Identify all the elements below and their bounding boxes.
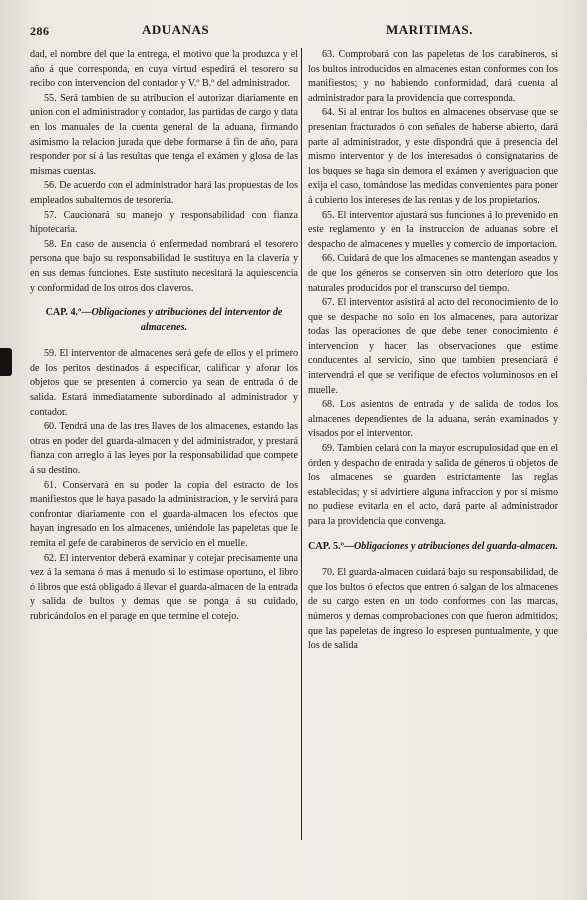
paragraph-continuation: dad, el nombre del que la entrega, el motivo que la produzca y el año á que corresponda, en cuya virtud espedirá el tesorero su recibo con intervencion del contador y V.º B.º del administrador. [30,49,298,90]
article-paragraph: 68. Los asientos de entrada y de salida de todos los almacenes dependientes de la aduana, serán examinados y visados por el interventor. [308,399,558,440]
article-paragraph: 57. Caucionará su manejo y responsabilidad con fianza hipotecaria. [30,209,298,236]
chapter-title: Obligaciones y atribuciones del guarda-almacen. [354,540,558,552]
chapter-title: Obligaciones y atribuciones del interventor de almacenes. [91,307,283,333]
left-column [30,48,298,625]
article-paragraph: 56. De acuerdo con el administrador hará las propuestas de los empleados subalternos de tesorería. [30,180,298,206]
article-paragraph: 69. Tambien celará con la mayor escrupulosidad que en el órden y despacho de entrada y salida de géneros ú objetos de los almacenes se guarden estrictamente las reglas establecidas; y si advirtiere alguna infraccion y por sí mismo no pudiese evitarla en el acto, dará parte al administrador para la providencia que convenga. [308,443,558,527]
article-paragraph: 65. El interventor ajustará sus funciones á lo prevenido en este reglamento y en la instruccion de aduanas sobre el despacho de almacenes y muelles y comercio de importacion. [308,209,558,250]
chapter-label: CAP. 4.º— [45,307,92,319]
article-paragraph: 61. Conservará en su poder la copia del estracto de los manifiestos que le haya pasado la administracion, y le servirá para confrontar diariamente con el guarda-almacen los efectos que hayan ingresado en los almacenes, uniéndole las papeletas que le remita el gefe de carabineros de servicio en el muelle. [30,479,298,549]
article-paragraph: 67. El interventor asistirá al acto del reconocimiento de lo que se despache no solo en los almacenes, para autorizar todas las operaciones de que debe tener conocimiento é intervencion y hacer las observaciones que estime conducentes al servicio, sino que tambien presenciará é intervendrá el que se verifique de efectos voluminosos en el muelle. [308,297,558,396]
right-column [308,48,558,654]
running-title-right: MARITIMAS. [386,22,473,37]
chapter-heading [30,306,298,335]
binding-mark [0,348,12,376]
article-paragraph: 59. El interventor de almacenes será gefe de ellos y el primero de los peritos destinados á especificar, calificar y aforar los objetos que se presenten á comercio ya sean de entrada ó de salida. Estará inmediatamente subordinado al administrador y contador. [30,348,298,418]
article-paragraph: 66. Cuidará de que los almacenes se mantengan aseados y de que los géneros se conserven sin otro deterioro que los naturales producidos por el transcurso del tiempo. [308,253,558,294]
article-paragraph: 55. Será tambien de su atribucion el autorizar diariamente en union con el administrador y contador, las partidas de cargo y data en los manuales de la cuenta general de la aduana, firmando asimismo la relacion jurada que debe formarse á fin de año, para responder por sí á las resultas que tenga el exámen y glosa de las mismas cuentas. [30,92,298,177]
article-paragraph: 64. Si al entrar los bultos en almacenes observase que se presentan fracturados ó con señales de haberse abierto, dará parte al administrador, y este dispondrá que á presencia del mismo interventor y de los interesados ó consignatarios de los buques se haga sin demora el exámen y averiguacion que exija el caso, tomándose las medidas convenientes para poner á cubierto los intereses de las rentas y de los propietarios. [308,107,558,206]
article-paragraph: 60. Tendrá una de las tres llaves de los almacenes, estando las otras en poder del guarda-almacen y del administrador, y prestará fianza con arreglo á las leyes por la responsabilidad que compete á su destino. [30,421,298,477]
page-header [30,22,557,42]
running-title-left: ADUANAS [142,22,210,37]
article-paragraph: 62. El interventor deberá examinar y cotejar precisamente una vez á la semana ó mas á menudo si lo estimase oportuno, el libro ó libros que está obligado á llevar el guarda-almacen de la entrada y salida de bultos y demas que se ponga á su cuidado, rubricándolos en el parage en que termine el cotejo. [30,552,298,622]
page-number: 286 [30,24,50,38]
article-paragraph: 63. Comprobará con las papeletas de los carabineros, si los bultos introducidos en almacenes estan conformes con los manifiestos; y no habiendo conformidad, dará cuenta al administrador para la providencia que corresponda. [308,49,558,104]
chapter-label: CAP. 5.º— [308,540,355,552]
article-paragraph: 70. El guarda-almacen cuidará bajo su responsabilidad, de que los bultos ó efectos que entren ó salgan de los almacenes de su cargo esten en un todo conformes con las marcas, números y demas comprobaciones con que fueron admitidos; que las papeletas de ingreso lo espresen puntualmente, y que los de salida [308,567,558,652]
chapter-heading [308,540,558,555]
article-paragraph: 58. En caso de ausencia ó enfermedad nombrará el tesorero persona que bajo su responsabilidad le sustituya en la clavería y en sus demas funciones. Este sustituto necesitará la aquiescencia y conformidad de los otros dos claveros. [30,238,298,294]
column-divider [301,48,302,840]
